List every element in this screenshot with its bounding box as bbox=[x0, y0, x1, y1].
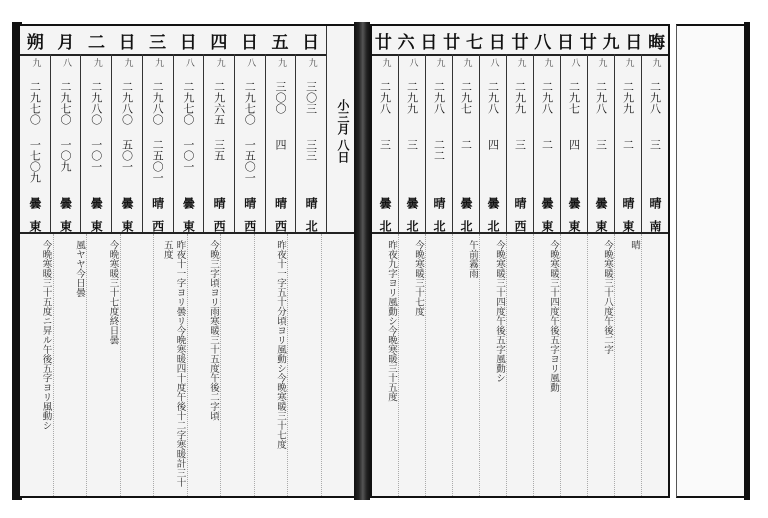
pressure-value: 二九七〇 bbox=[243, 81, 257, 126]
remarks-column: 今晩寒暖三十七度終日曇 bbox=[87, 234, 121, 496]
weather-value: 晴 bbox=[242, 196, 257, 209]
header-char: 廿 bbox=[374, 32, 392, 53]
day-column bbox=[561, 54, 588, 232]
pressure-value: 二九九 bbox=[405, 81, 419, 115]
temperature-value: 四 bbox=[567, 139, 581, 150]
remarks-column: 今晩寒暖三十四度午後五字風動シ bbox=[480, 234, 507, 496]
temperature-value: 一七〇九 bbox=[28, 139, 42, 183]
pressure-value: 二九八〇 bbox=[89, 81, 103, 126]
pressure-value: 二九七〇 bbox=[28, 81, 42, 126]
remarks-column: 午前霧雨 bbox=[453, 234, 480, 496]
weather-value: 曇 bbox=[405, 196, 419, 209]
remarks-column bbox=[426, 234, 453, 496]
weather-value: 曇 bbox=[181, 196, 196, 209]
day-column bbox=[480, 54, 507, 232]
remarks-column bbox=[288, 234, 322, 496]
hour-value: 八 bbox=[407, 58, 418, 67]
weather-value: 曇 bbox=[594, 196, 608, 209]
day-column bbox=[399, 54, 426, 232]
header-char: 日 bbox=[420, 32, 438, 53]
pressure-value: 二九八〇 bbox=[151, 81, 165, 126]
pressure-value: 二九八〇 bbox=[120, 81, 134, 126]
wind-direction-value: 北 bbox=[432, 220, 446, 232]
remarks-column bbox=[221, 234, 255, 496]
remarks-column bbox=[507, 234, 534, 496]
temperature-value: 二 bbox=[621, 139, 635, 150]
hour-value: 九 bbox=[214, 58, 225, 67]
hour-value: 九 bbox=[542, 58, 553, 67]
pressure-value: 二九六五 bbox=[212, 81, 226, 126]
weather-value: 曇 bbox=[378, 196, 392, 209]
hour-value: 八 bbox=[488, 58, 499, 67]
weather-value: 曇 bbox=[486, 196, 500, 209]
pressure-value: 二九七〇 bbox=[59, 81, 73, 126]
temperature-value: 一〇一 bbox=[181, 139, 195, 172]
hour-value: 九 bbox=[623, 58, 634, 67]
temperature-value: 一〇一 bbox=[89, 139, 103, 172]
day-column bbox=[588, 54, 615, 232]
wind-direction-value: 東 bbox=[58, 220, 73, 232]
day-column bbox=[235, 54, 266, 232]
temperature-value: 二五〇一 bbox=[151, 139, 165, 183]
day-column bbox=[372, 54, 399, 232]
wind-direction-value: 北 bbox=[304, 220, 319, 232]
header-char: 日 bbox=[118, 32, 136, 53]
header-char: 廿 bbox=[511, 32, 529, 53]
remarks-column: 今晩寒暖三十五度ニ昇ル午後五字ヨリ風動シ bbox=[20, 234, 54, 496]
remarks-column bbox=[121, 234, 155, 496]
header-char: 廿 bbox=[579, 32, 597, 53]
day-column bbox=[426, 54, 453, 232]
wind-direction-value: 東 bbox=[89, 220, 104, 232]
left-page-title: 小三月 八日 bbox=[326, 26, 352, 232]
remarks-column: 風ヤヤ今日曇 bbox=[54, 234, 88, 496]
hour-value: 八 bbox=[61, 58, 72, 67]
hour-value: 九 bbox=[91, 58, 102, 67]
hour-value: 九 bbox=[650, 58, 661, 67]
wind-direction-value: 西 bbox=[150, 220, 165, 232]
right-notes bbox=[372, 232, 668, 496]
day-column bbox=[143, 54, 174, 232]
wind-direction-value: 北 bbox=[486, 220, 500, 232]
hour-value: 九 bbox=[122, 58, 133, 67]
weather-value: 曇 bbox=[459, 196, 473, 209]
hour-value: 九 bbox=[306, 58, 317, 67]
day-column bbox=[51, 54, 82, 232]
weather-value: 曇 bbox=[27, 196, 42, 209]
weather-value: 晴 bbox=[212, 196, 227, 209]
weather-value: 曇 bbox=[89, 196, 104, 209]
remarks-column: 今晩寒暖三十七度 bbox=[399, 234, 426, 496]
header-char: 月 bbox=[57, 32, 75, 53]
header-char: 三 bbox=[149, 32, 167, 53]
blank-endpaper bbox=[676, 24, 746, 498]
left-header-row bbox=[20, 26, 326, 56]
weather-value: 晴 bbox=[621, 196, 635, 209]
pressure-value: 二九八 bbox=[648, 81, 662, 115]
weather-value: 晴 bbox=[304, 196, 319, 209]
wind-direction-value: 南 bbox=[648, 220, 662, 232]
wind-direction-value: 西 bbox=[513, 220, 527, 232]
temperature-value: 三 bbox=[378, 139, 392, 150]
header-char: 日 bbox=[240, 32, 258, 53]
day-column bbox=[174, 54, 205, 232]
remarks-column bbox=[642, 234, 668, 496]
right-page bbox=[370, 24, 670, 498]
weather-value: 曇 bbox=[540, 196, 554, 209]
weather-value: 曇 bbox=[58, 196, 73, 209]
temperature-value: 三 bbox=[513, 139, 527, 150]
remarks-column: 今晩寒暖三十四度午後五字ヨリ風動 bbox=[534, 234, 561, 496]
remarks-column: 晴 bbox=[615, 234, 642, 496]
temperature-value: 二二 bbox=[432, 139, 446, 161]
day-column bbox=[204, 54, 235, 232]
temperature-value: 五〇一 bbox=[120, 139, 134, 172]
left-data-grid bbox=[20, 54, 326, 232]
wind-direction-value: 東 bbox=[540, 220, 554, 232]
header-char: 日 bbox=[625, 32, 643, 53]
wind-direction-value: 東 bbox=[181, 220, 196, 232]
wind-direction-value: 北 bbox=[459, 220, 473, 232]
hour-value: 九 bbox=[275, 58, 286, 67]
remarks-column: 今晩三字頃ヨリ雨寒暖三十五度午後二字頃 bbox=[188, 234, 222, 496]
right-header-row bbox=[372, 26, 668, 56]
left-notes bbox=[20, 232, 354, 496]
header-char: 日 bbox=[557, 32, 574, 53]
weather-value: 晴 bbox=[273, 196, 288, 209]
header-char: 廿 bbox=[443, 32, 461, 53]
temperature-value: 一五〇一 bbox=[243, 139, 257, 183]
hour-value: 九 bbox=[596, 58, 607, 67]
weather-value: 晴 bbox=[432, 196, 446, 209]
header-char: 六 bbox=[397, 32, 415, 53]
wind-direction-value: 東 bbox=[27, 220, 42, 232]
header-char: 五 bbox=[271, 32, 289, 53]
hour-value: 九 bbox=[153, 58, 164, 67]
wind-direction-value: 西 bbox=[273, 220, 288, 232]
day-column bbox=[266, 54, 297, 232]
wind-direction-value: 東 bbox=[594, 220, 608, 232]
header-char: 朔 bbox=[26, 32, 44, 53]
pressure-value: 二九八 bbox=[594, 81, 608, 115]
weather-value: 晴 bbox=[513, 196, 527, 209]
temperature-value: 二 bbox=[459, 139, 473, 150]
hour-value: 九 bbox=[434, 58, 445, 67]
wind-direction-value: 東 bbox=[119, 220, 134, 232]
pressure-value: 三〇〇 bbox=[273, 81, 287, 115]
hour-value: 九 bbox=[30, 58, 41, 67]
wind-direction-value: 西 bbox=[212, 220, 227, 232]
book-spine bbox=[354, 22, 370, 500]
header-char: 日 bbox=[302, 32, 320, 53]
weather-value: 曇 bbox=[119, 196, 134, 209]
temperature-value: 三三 bbox=[304, 139, 318, 161]
day-column bbox=[453, 54, 480, 232]
remarks-column bbox=[561, 234, 588, 496]
hour-value: 九 bbox=[380, 58, 391, 67]
weather-value: 曇 bbox=[567, 196, 581, 209]
header-char: 四 bbox=[210, 32, 228, 53]
temperature-value: 三五 bbox=[212, 139, 226, 161]
day-column bbox=[534, 54, 561, 232]
pressure-value: 二九八 bbox=[486, 81, 500, 115]
day-column bbox=[642, 54, 668, 232]
wind-direction-value: 北 bbox=[405, 220, 419, 232]
day-column bbox=[20, 54, 51, 232]
temperature-value: 四 bbox=[486, 139, 500, 150]
header-char: 日 bbox=[488, 32, 506, 53]
day-column bbox=[81, 54, 112, 232]
wind-direction-value: 西 bbox=[242, 220, 257, 232]
header-char: 二 bbox=[87, 32, 105, 53]
pressure-value: 二九七 bbox=[567, 81, 581, 115]
hour-value: 八 bbox=[569, 58, 580, 67]
header-char: 日 bbox=[179, 32, 197, 53]
header-char: 八 bbox=[534, 32, 552, 53]
pressure-value: 二九八 bbox=[540, 81, 554, 115]
header-char: 七 bbox=[465, 32, 483, 53]
pressure-value: 二九九 bbox=[513, 81, 527, 115]
remarks-column: 昨夜十一字五十分頃ヨリ風動シ今晩寒暖三十七度 bbox=[255, 234, 289, 496]
pressure-value: 二九七〇 bbox=[181, 81, 195, 126]
day-column bbox=[112, 54, 143, 232]
hour-value: 九 bbox=[461, 58, 472, 67]
wind-direction-value: 東 bbox=[567, 220, 581, 232]
pressure-value: 二九九 bbox=[621, 81, 635, 115]
remarks-column: 昨夜九字ヨリ風動シ今晩寒暖三十五度 bbox=[372, 234, 399, 496]
right-data-grid bbox=[372, 54, 668, 232]
wind-direction-value: 北 bbox=[378, 220, 392, 232]
wind-direction-value: 東 bbox=[621, 220, 635, 232]
temperature-value: 四 bbox=[273, 139, 287, 150]
day-column bbox=[296, 54, 326, 232]
day-column bbox=[507, 54, 534, 232]
temperature-value: 三 bbox=[648, 139, 662, 150]
weather-value: 晴 bbox=[648, 196, 662, 209]
temperature-value: 三 bbox=[405, 139, 419, 150]
pressure-value: 二九八 bbox=[378, 81, 392, 115]
day-column bbox=[615, 54, 642, 232]
remarks-column: 昨夜十一字ヨリ曇リ今晩寒暖四十度午後十二字寒暖計三十五度 bbox=[154, 234, 188, 496]
header-char: 九 bbox=[602, 32, 620, 53]
left-page bbox=[18, 24, 356, 498]
pressure-value: 二九七 bbox=[459, 81, 473, 115]
pressure-value: 二九八 bbox=[432, 81, 446, 115]
header-char: 晦 bbox=[648, 32, 666, 53]
temperature-value: 二 bbox=[540, 139, 554, 150]
pressure-value: 三〇三 bbox=[304, 81, 318, 115]
remarks-column: 今晩寒暖三十八度午後二字 bbox=[588, 234, 615, 496]
hour-value: 九 bbox=[515, 58, 526, 67]
hour-value: 八 bbox=[245, 58, 256, 67]
weather-value: 晴 bbox=[150, 196, 165, 209]
remarks-column bbox=[322, 234, 355, 496]
hour-value: 八 bbox=[183, 58, 194, 67]
temperature-value: 一〇九 bbox=[59, 139, 73, 172]
temperature-value: 三 bbox=[594, 139, 608, 150]
